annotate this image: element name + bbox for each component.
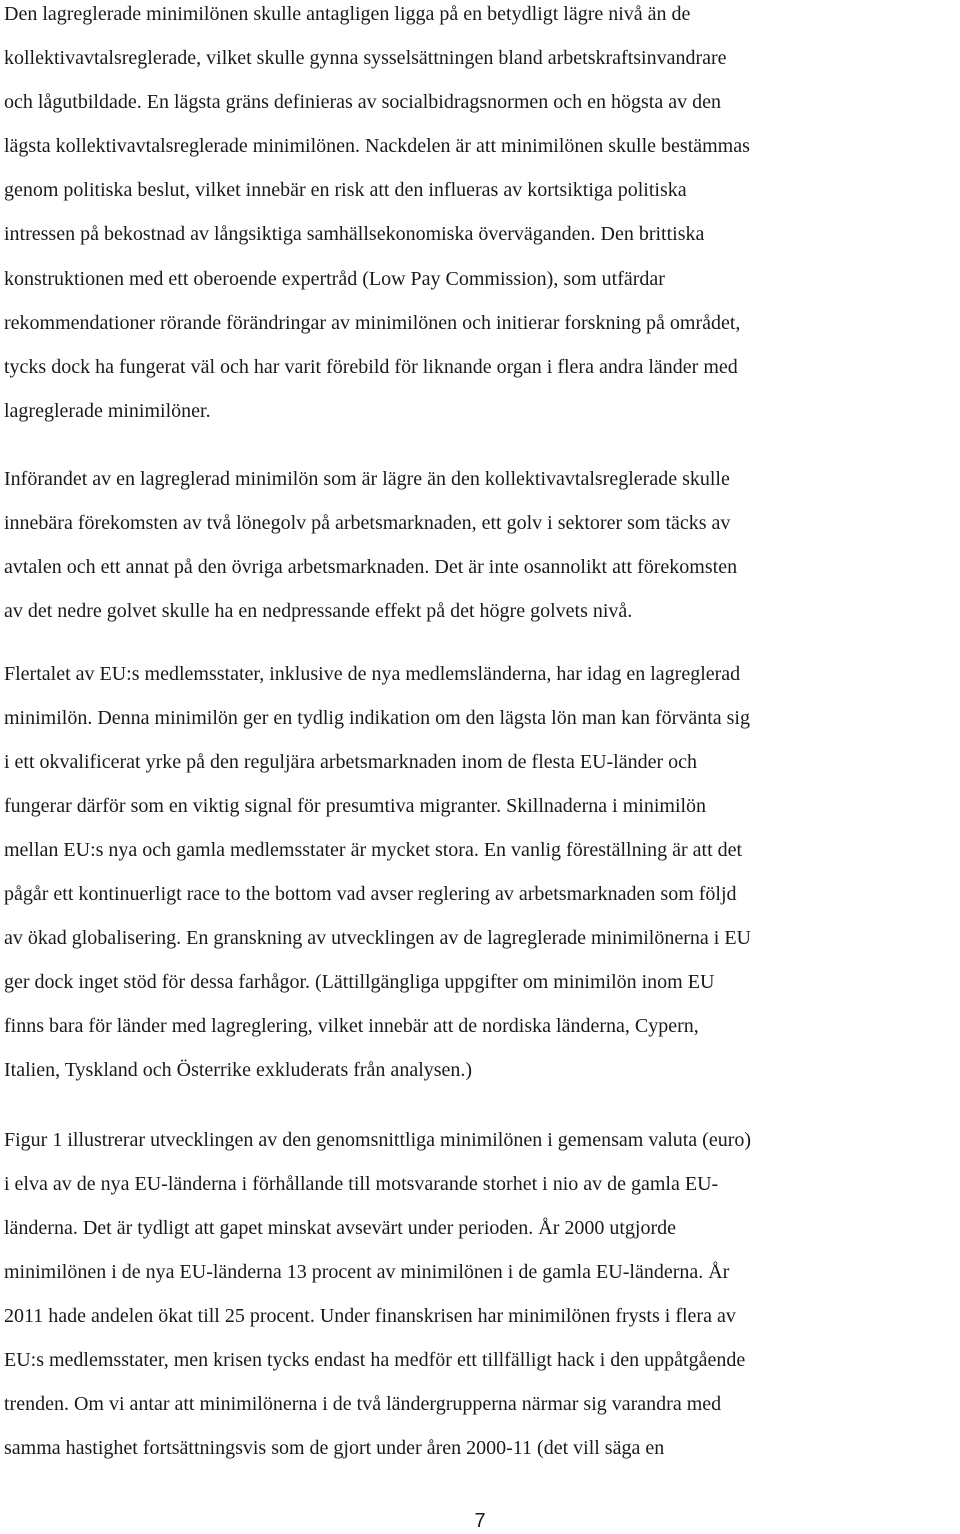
paragraph-figure-1-description xyxy=(4,1118,956,1470)
text-line: Figur 1 illustrerar utvecklingen av den genomsnittliga minimilönen i gemensam valuta (euro) xyxy=(4,1129,752,1151)
text-line: Flertalet av EU:s medlemsstater, inklusive de nya medlemsländerna, har idag en lagreglerad xyxy=(4,663,741,685)
text-line: Införandet av en lagreglerad minimilön som är lägre än den kollektivavtalsreglerade skulle xyxy=(4,468,730,490)
text-line: minimilön. Denna minimilön ger en tydlig indikation om den lägsta lön man kan förvänta sig xyxy=(4,707,750,729)
text-line: av ökad globalisering. En granskning av utvecklingen av de lagreglerade minimilönerna i EU xyxy=(4,927,751,949)
text-line: 2011 hade andelen ökat till 25 procent. Under finanskrisen har minimilönen frysts i flera av xyxy=(4,1305,736,1327)
text-line: lägsta kollektivavtalsreglerade minimilönen. Nackdelen är att minimilönen skulle bestämmas xyxy=(4,135,750,158)
text-line: kollektivavtalsreglerade, vilket skulle gynna sysselsättningen bland arbetskraftsinvandrare xyxy=(4,47,727,70)
page-number: 7 xyxy=(474,1510,486,1532)
text-line: minimilönen i de nya EU-länderna 13 procent av minimilönen i de gamla EU-länderna. År xyxy=(4,1261,730,1283)
text-line: ger dock inget stöd för dessa farhågor. (Lättillgängliga uppgifter om minimilön inom EU xyxy=(4,971,715,993)
text-line: och lågutbildade. En lägsta gräns definieras av socialbidragsnormen och en högsta av den xyxy=(4,91,721,114)
text-line: innebära förekomsten av två lönegolv på arbetsmarknaden, ett golv i sektorer som täcks av xyxy=(4,512,731,534)
text-line: pågår ett kontinuerligt race to the bottom vad avser reglering av arbetsmarknaden som följd xyxy=(4,883,737,905)
text-line: Italien, Tyskland och Österrike exkluderats från analysen.) xyxy=(4,1059,473,1081)
text-line: Den lagreglerade minimilönen skulle antagligen ligga på en betydligt lägre nivå än de xyxy=(4,3,691,25)
text-line: fungerar därför som en viktig signal för presumtiva migranter. Skillnaderna i minimilön xyxy=(4,795,707,817)
paragraph-minimum-wage-regulation xyxy=(4,0,956,433)
text-line: rekommendationer rörande förändringar av minimilönen och initierar forskning på området, xyxy=(4,311,741,334)
text-line: mellan EU:s nya och gamla medlemsstater är mycket stora. En vanlig föreställning är att det xyxy=(4,839,743,861)
text-line: avtalen och ett annat på den övriga arbetsmarknaden. Det är inte osannolikt att förekomsten xyxy=(4,556,738,578)
text-line: samma hastighet fortsättningsvis som de gjort under åren 2000-11 (det vill säga en xyxy=(4,1437,665,1459)
text-line: konstruktionen med ett oberoende expertråd (Low Pay Commission), som utfärdar xyxy=(4,267,665,290)
text-line: i elva av de nya EU-länderna i förhållande till motsvarande storhet i nio av de gamla EU- xyxy=(4,1173,719,1195)
text-line: intressen på bekostnad av långsiktiga samhällsekonomiska överväganden. Den brittiska xyxy=(4,223,705,246)
paragraph-two-wage-floors xyxy=(4,457,956,633)
text-line: tycks dock ha fungerat väl och har varit förebild för liknande organ i flera andra länder med xyxy=(4,355,738,378)
text-line: av det nedre golvet skulle ha en nedpressande effekt på det högre golvets nivå. xyxy=(4,600,633,622)
text-line: EU:s medlemsstater, men krisen tycks endast ha medför ett tillfälligt hack i den uppåtgående xyxy=(4,1349,746,1371)
text-line: lagreglerade minimilöner. xyxy=(4,399,211,422)
text-line: länderna. Det är tydligt att gapet minskat avsevärt under perioden. År 2000 utgjorde xyxy=(4,1217,677,1239)
paragraph-eu-member-states xyxy=(4,652,956,1092)
text-line: genom politiska beslut, vilket innebär en risk att den influeras av kortsiktiga politiska xyxy=(4,179,687,202)
text-line: i ett okvalificerat yrke på den reguljära arbetsmarknaden inom de flesta EU-länder och xyxy=(4,751,698,773)
text-line: finns bara för länder med lagreglering, vilket innebär att de nordiska länderna, Cypern, xyxy=(4,1015,699,1037)
text-line: trenden. Om vi antar att minimilönerna i de två ländergrupperna närmar sig varandra med xyxy=(4,1393,722,1415)
